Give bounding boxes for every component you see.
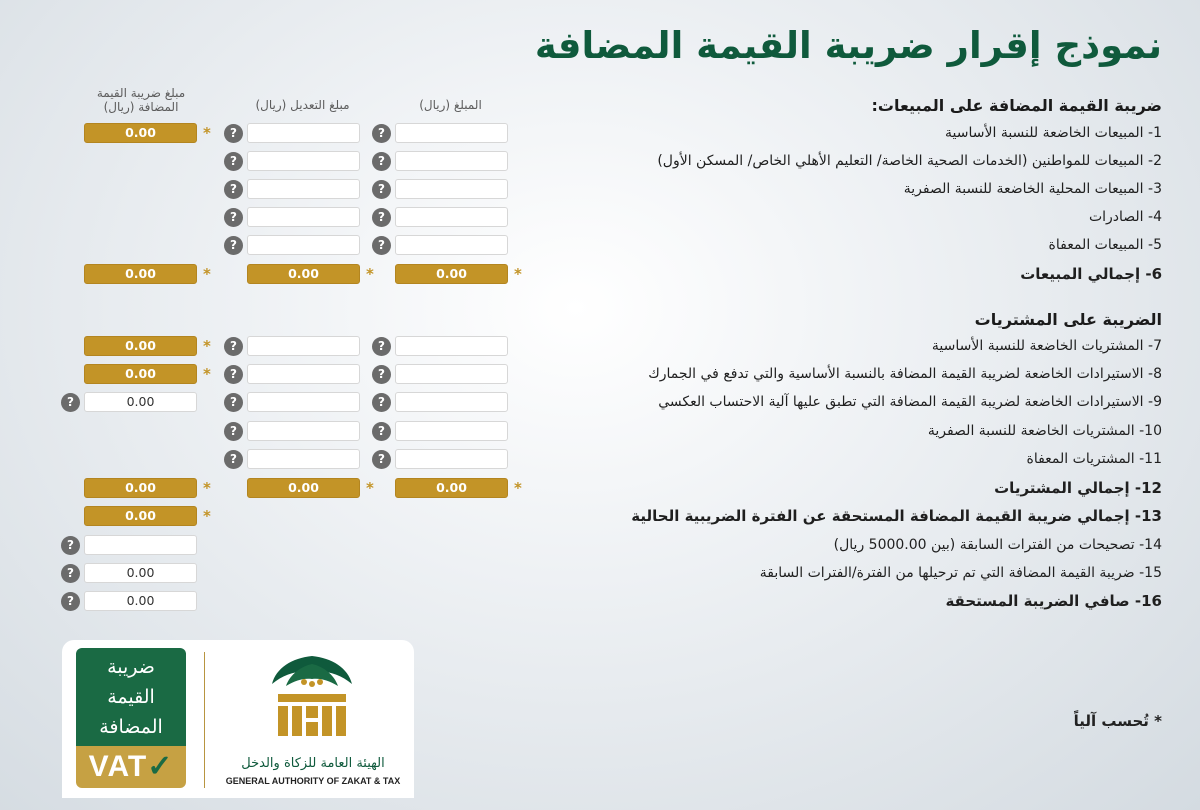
adjustment-field[interactable] — [247, 123, 360, 143]
adjustment-field[interactable] — [247, 207, 360, 227]
row-label: 5- المبيعات المعفاة — [1048, 237, 1162, 253]
auto-calc-star: * — [514, 265, 522, 283]
row-label: 7- المشتريات الخاضعة للنسبة الأساسية — [931, 338, 1162, 354]
row-label: 10- المشتريات الخاضعة للنسبة الصفرية — [927, 423, 1162, 439]
column-header-vat: مبلغ ضريبة القيمة المضافة (ريال) — [96, 86, 186, 114]
logo-divider — [204, 652, 205, 788]
section-sales: ضريبة القيمة المضافة على المبيعات: — [871, 96, 1162, 115]
check-icon: ✓ — [147, 750, 174, 783]
vat-field: 0.00 — [84, 264, 197, 284]
help-icon[interactable]: ? — [372, 180, 391, 199]
auto-calc-star: * — [203, 337, 211, 355]
auto-calc-star: * — [203, 479, 211, 497]
vat-logo-en-text: VAT — [88, 750, 148, 783]
help-icon[interactable]: ? — [224, 124, 243, 143]
vat-field[interactable] — [84, 535, 197, 555]
adjustment-field[interactable] — [247, 179, 360, 199]
help-icon[interactable]: ? — [224, 337, 243, 356]
row-label: 11- المشتريات المعفاة — [1026, 451, 1162, 467]
amount-field[interactable] — [395, 235, 508, 255]
amount-field[interactable] — [395, 207, 508, 227]
row-label: 13- إجمالي ضريبة القيمة المضافة المستحقة عن الفترة الضريبية الحالية — [631, 507, 1162, 525]
help-icon[interactable]: ? — [61, 536, 80, 555]
help-icon[interactable]: ? — [224, 208, 243, 227]
help-icon[interactable]: ? — [372, 124, 391, 143]
auto-calc-note: * تُحسب آلياً — [1073, 712, 1162, 730]
help-icon[interactable]: ? — [224, 236, 243, 255]
authority-name-en: GENERAL AUTHORITY OF ZAKAT & TAX — [225, 776, 401, 786]
auto-calc-star: * — [366, 479, 374, 497]
help-icon[interactable]: ? — [372, 422, 391, 441]
adjustment-field[interactable] — [247, 392, 360, 412]
vat-field: 0.00 — [84, 506, 197, 526]
row-label: 6- إجمالي المبيعات — [1020, 265, 1162, 283]
auto-calc-star: * — [514, 479, 522, 497]
amount-field: 0.00 — [395, 478, 508, 498]
section-purchases: الضريبة على المشتريات — [974, 310, 1162, 329]
row-label: 14- تصحيحات من الفترات السابقة (بين 5000.00 ريال) — [833, 537, 1162, 553]
row-label: 15- ضريبة القيمة المضافة التي تم ترحيلها من الفترة/الفترات السابقة — [759, 565, 1162, 581]
row-label: 8- الاستيرادات الخاضعة لضريبة القيمة المضافة بالنسبة الأساسية والتي تدفع في الجمارك — [648, 366, 1162, 382]
help-icon[interactable]: ? — [61, 393, 80, 412]
vat-field[interactable]: 0.00 — [84, 563, 197, 583]
auto-calc-star: * — [203, 124, 211, 142]
auto-calc-star: * — [203, 365, 211, 383]
adjustment-field: 0.00 — [247, 478, 360, 498]
amount-field[interactable] — [395, 179, 508, 199]
vat-logo-line3: المضافة — [99, 716, 163, 738]
vat-field: 0.00 — [84, 364, 197, 384]
help-icon[interactable]: ? — [372, 450, 391, 469]
column-header-adjustment: مبلغ التعديل (ريال) — [255, 98, 350, 112]
help-icon[interactable]: ? — [224, 450, 243, 469]
help-icon[interactable]: ? — [372, 365, 391, 384]
authority-name-ar: الهيئة العامة للزكاة والدخل — [241, 756, 385, 771]
row-label: 3- المبيعات المحلية الخاضعة للنسبة الصفرية — [903, 181, 1162, 197]
adjustment-field: 0.00 — [247, 264, 360, 284]
help-icon[interactable]: ? — [372, 393, 391, 412]
vat-logo — [76, 648, 186, 746]
auto-calc-star: * — [366, 265, 374, 283]
row-label: 2- المبيعات للمواطنين (الخدمات الصحية الخاصة/ التعليم الأهلي الخاص/ المسكن الأول) — [657, 153, 1162, 169]
vat-logo-line2: القيمة — [107, 686, 155, 708]
vat-field: 0.00 — [84, 123, 197, 143]
adjustment-field[interactable] — [247, 235, 360, 255]
help-icon[interactable]: ? — [224, 152, 243, 171]
vat-logo-line1: ضريبة — [107, 656, 155, 678]
amount-field[interactable] — [395, 392, 508, 412]
help-icon[interactable]: ? — [224, 180, 243, 199]
amount-field[interactable] — [395, 421, 508, 441]
adjustment-field[interactable] — [247, 336, 360, 356]
amount-field[interactable] — [395, 123, 508, 143]
adjustment-field[interactable] — [247, 364, 360, 384]
help-icon[interactable]: ? — [372, 236, 391, 255]
page-title: نموذج إقرار ضريبة القيمة المضافة — [534, 24, 1162, 67]
row-label: 9- الاستيرادات الخاضعة لضريبة القيمة المضافة التي تطبق عليها آلية الاحتساب العكسي — [658, 394, 1162, 410]
vat-field: 0.00 — [84, 336, 197, 356]
zakat-palm-logo-icon — [262, 648, 362, 748]
auto-calc-star: * — [203, 265, 211, 283]
help-icon[interactable]: ? — [224, 393, 243, 412]
row-label: 4- الصادرات — [1088, 209, 1162, 225]
row-label: 12- إجمالي المشتريات — [994, 479, 1162, 497]
help-icon[interactable]: ? — [224, 422, 243, 441]
help-icon[interactable]: ? — [372, 208, 391, 227]
amount-field[interactable] — [395, 336, 508, 356]
adjustment-field[interactable] — [247, 449, 360, 469]
help-icon[interactable]: ? — [224, 365, 243, 384]
auto-calc-star: * — [203, 507, 211, 525]
amount-field[interactable] — [395, 151, 508, 171]
vat-field[interactable]: 0.00 — [84, 392, 197, 412]
column-header-amount: المبلغ (ريال) — [419, 98, 482, 112]
amount-field[interactable] — [395, 364, 508, 384]
vat-field: 0.00 — [84, 478, 197, 498]
amount-field[interactable] — [395, 449, 508, 469]
row-label: 16- صافي الضريبة المستحقة — [945, 592, 1162, 610]
adjustment-field[interactable] — [247, 151, 360, 171]
vat-logo-en — [76, 746, 186, 788]
adjustment-field[interactable] — [247, 421, 360, 441]
help-icon[interactable]: ? — [372, 152, 391, 171]
row-label: 1- المبيعات الخاضعة للنسبة الأساسية — [945, 125, 1162, 141]
amount-field: 0.00 — [395, 264, 508, 284]
help-icon[interactable]: ? — [61, 592, 80, 611]
vat-field[interactable]: 0.00 — [84, 591, 197, 611]
help-icon[interactable]: ? — [61, 564, 80, 583]
help-icon[interactable]: ? — [372, 337, 391, 356]
